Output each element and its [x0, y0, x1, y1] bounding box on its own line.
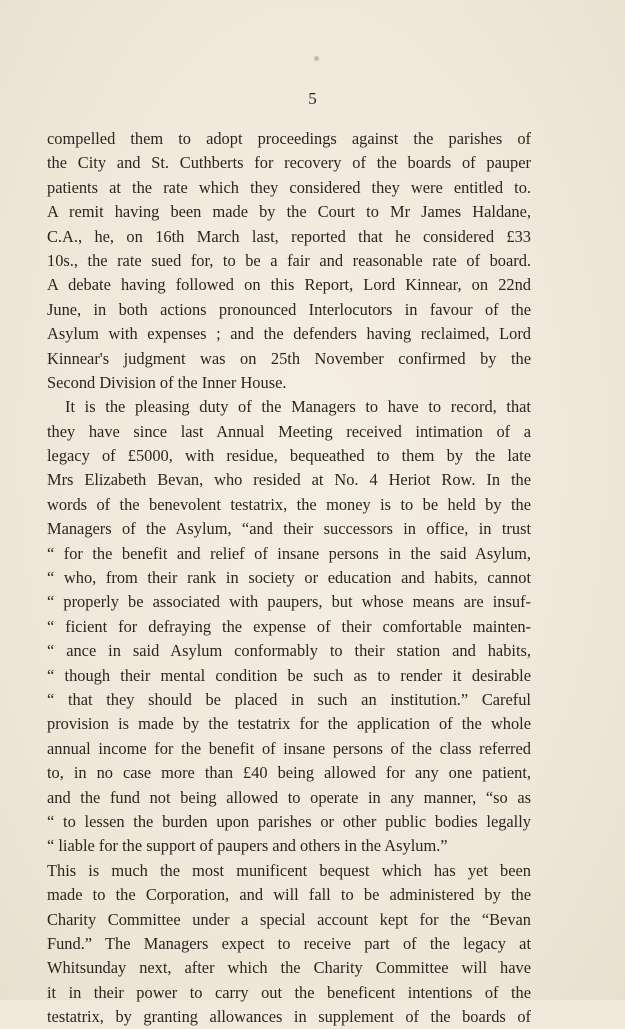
- body-text: [47, 127, 531, 1029]
- text-line: to, in no case more than £40 being allowed for any one patient,: [47, 763, 531, 783]
- text-line: “ though their mental condition be such as to render it desirable: [47, 665, 531, 685]
- text-line: Second Division of the Inner House.: [47, 372, 287, 392]
- text-line: legacy of £5000, with residue, bequeathed to them by the late: [47, 446, 531, 466]
- text-line: Kinnear's judgment was on 25th November confirmed by the: [47, 348, 531, 368]
- text-line: they have since last Annual Meeting received intimation of a: [47, 421, 531, 441]
- text-line: Charity Committee under a special account kept for the “Bevan: [47, 909, 531, 929]
- text-line: annual income for the benefit of insane persons of the class referred: [47, 738, 531, 758]
- text-line: “ liable for the support of paupers and others in the Asylum.”: [47, 836, 448, 856]
- text-line: “ properly be associated with paupers, but whose means are insuf-: [47, 592, 531, 612]
- text-line: “ to lessen the burden upon parishes or other public bodies legally: [47, 811, 531, 831]
- text-line: “ ance in said Asylum conformably to their station and habits,: [47, 641, 531, 661]
- text-line: provision is made by the testatrix for the application of the whole: [47, 714, 531, 734]
- text-line: It is the pleasing duty of the Managers to have to record, that: [65, 397, 531, 417]
- text-line: patients at the rate which they considered they were entitled to.: [47, 177, 531, 197]
- text-line: C.A., he, on 16th March last, reported that he considered £33: [47, 226, 531, 246]
- text-line: “ ficient for defraying the expense of their comfortable mainten-: [47, 616, 531, 636]
- text-line: June, in both actions pronounced Interlocutors in favour of the: [47, 299, 531, 319]
- text-line: Asylum with expenses ; and the defenders having reclaimed, Lord: [47, 324, 531, 344]
- text-line: Mrs Elizabeth Bevan, who resided at No. 4 Heriot Row. In the: [47, 470, 531, 490]
- text-line: it in their power to carry out the beneficent intentions of the: [47, 982, 531, 1002]
- text-line: Managers of the Asylum, “and their successors in office, in trust: [47, 519, 531, 539]
- text-line: made to the Corporation, and will fall to be administered by the: [47, 885, 531, 905]
- text-line: the City and St. Cuthberts for recovery of the boards of pauper: [47, 153, 531, 173]
- text-line: This is much the most munificent bequest which has yet been: [47, 860, 531, 880]
- text-line: “ who, from their rank in society or education and habits, cannot: [47, 568, 531, 588]
- text-line: “ that they should be placed in such an institution.” Careful: [47, 689, 531, 709]
- page-number: 5: [308, 89, 317, 108]
- text-line: 10s., the rate sued for, to be a fair and reasonable rate of board.: [47, 250, 531, 270]
- text-line: A debate having followed on this Report, Lord Kinnear, on 22nd: [47, 275, 531, 295]
- text-line: Whitsunday next, after which the Charity Committee will have: [47, 958, 531, 978]
- text-line: A remit having been made by the Court to Mr James Haldane,: [47, 202, 531, 222]
- paper-speck: [314, 56, 319, 61]
- text-line: testatrix, by granting allowances in supplement of the boards of: [47, 1007, 531, 1027]
- text-line: compelled them to adopt proceedings against the parishes of: [47, 129, 531, 148]
- text-line: Fund.” The Managers expect to receive part of the legacy at: [47, 933, 531, 953]
- text-line: words of the benevolent testatrix, the money is to be held by the: [47, 494, 531, 514]
- text-line: “ for the benefit and relief of insane persons in the said Asylum,: [47, 543, 531, 563]
- text-line: and the fund not being allowed to operate in any manner, “so as: [47, 787, 531, 807]
